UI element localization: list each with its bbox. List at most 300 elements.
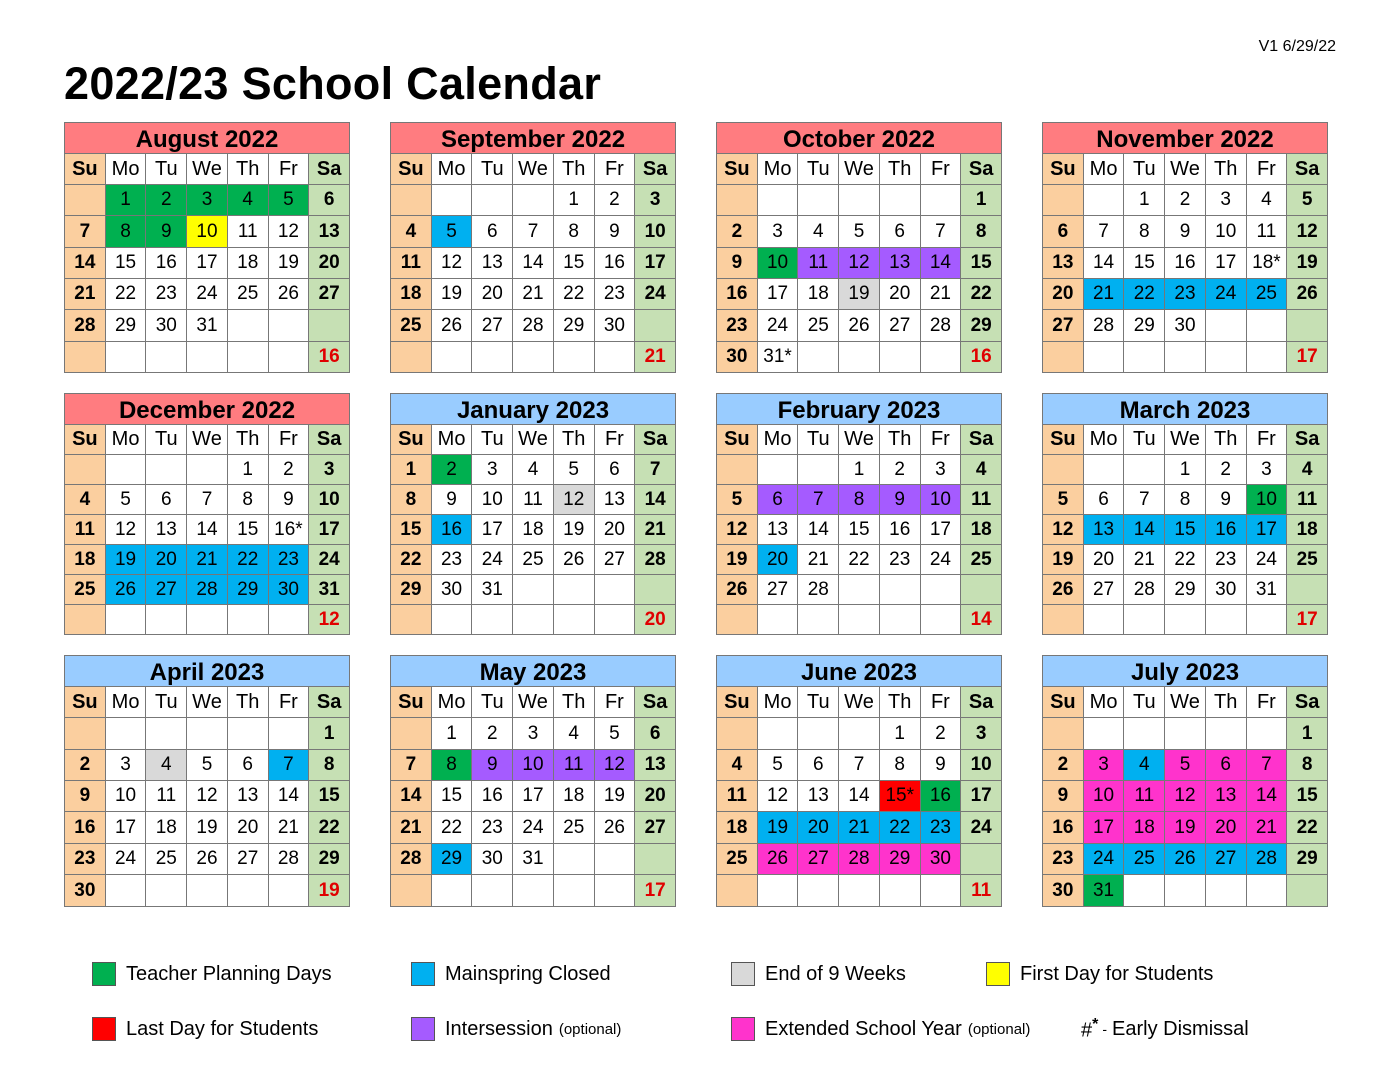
day-cell: 14 (1084, 248, 1125, 279)
day-cell: 10 (1247, 485, 1288, 515)
day-cell: 11 (146, 781, 187, 812)
day-cell: 22 (228, 545, 269, 575)
empty-cell (798, 342, 839, 373)
day-cell: 7 (391, 750, 432, 781)
early-dismissal-star: * (1092, 1015, 1099, 1033)
month-title: November 2022 (1042, 122, 1328, 154)
weekday-header: Mo (106, 687, 147, 718)
day-cell: 18 (228, 248, 269, 279)
day-cell: 1 (1287, 718, 1328, 750)
empty-cell (65, 605, 106, 635)
day-cell: 18 (1287, 515, 1328, 545)
day-cell: 9 (880, 485, 921, 515)
school-days-total: 16 (309, 342, 350, 373)
day-cell: 26 (269, 279, 310, 310)
empty-cell (1247, 718, 1288, 750)
month-calendar (64, 122, 350, 373)
day-cell: 28 (65, 310, 106, 342)
day-cell: 22 (961, 279, 1002, 310)
day-cell: 21 (65, 279, 106, 310)
day-cell: 10 (921, 485, 962, 515)
day-cell: 2 (146, 185, 187, 216)
month-calendar (1042, 122, 1328, 373)
day-cell: 3 (187, 185, 228, 216)
day-cell: 13 (798, 781, 839, 812)
weekday-header: Su (1043, 425, 1084, 455)
day-cell: 8 (1287, 750, 1328, 781)
weekday-header: Fr (269, 425, 310, 455)
day-cell: 10 (513, 750, 554, 781)
weekday-header: Tu (146, 154, 187, 185)
day-cell: 1 (309, 718, 350, 750)
empty-cell (839, 185, 880, 216)
day-cell: 15 (106, 248, 147, 279)
day-cell: 12 (187, 781, 228, 812)
day-cell: 11 (717, 781, 758, 812)
day-cell: 5 (758, 750, 799, 781)
day-cell: 30 (595, 310, 636, 342)
day-cell: 24 (472, 545, 513, 575)
day-cell: 25 (1124, 844, 1165, 875)
day-cell: 17 (1247, 515, 1288, 545)
empty-cell (1124, 718, 1165, 750)
day-cell: 2 (717, 216, 758, 248)
day-cell: 12 (106, 515, 147, 545)
empty-cell (187, 605, 228, 635)
day-cell: 29 (554, 310, 595, 342)
day-cell: 16 (432, 515, 473, 545)
day-cell: 20 (1206, 812, 1247, 844)
weekday-header: Su (391, 687, 432, 718)
empty-cell (1043, 605, 1084, 635)
empty-cell (432, 605, 473, 635)
day-cell: 30 (472, 844, 513, 875)
day-cell: 23 (1043, 844, 1084, 875)
empty-cell (921, 342, 962, 373)
day-cell: 26 (839, 310, 880, 342)
empty-cell (717, 875, 758, 907)
empty-cell (1165, 718, 1206, 750)
day-cell: 31 (1247, 575, 1288, 605)
empty-cell (839, 605, 880, 635)
day-cell: 3 (1084, 750, 1125, 781)
month-day-grid (390, 425, 676, 635)
extended-year-label: Extended School Year (765, 1017, 962, 1040)
day-cell: 19 (595, 781, 636, 812)
day-cell: 14 (1124, 515, 1165, 545)
day-cell: 22 (880, 812, 921, 844)
mainspring-closed-label: Mainspring Closed (445, 962, 611, 985)
empty-cell (513, 185, 554, 216)
day-cell: 21 (1247, 812, 1288, 844)
school-days-total: 20 (635, 605, 676, 635)
day-cell: 16* (269, 515, 310, 545)
month-day-grid (716, 687, 1002, 907)
day-cell: 24 (106, 844, 147, 875)
empty-cell (961, 844, 1002, 875)
day-cell: 23 (1206, 545, 1247, 575)
empty-cell (472, 875, 513, 907)
day-cell: 31 (309, 575, 350, 605)
month-day-grid (64, 687, 350, 907)
weekday-header: Tu (798, 687, 839, 718)
day-cell: 19 (432, 279, 473, 310)
day-cell: 16 (1165, 248, 1206, 279)
day-cell: 13 (1206, 781, 1247, 812)
day-cell: 23 (595, 279, 636, 310)
weekday-header: We (1165, 687, 1206, 718)
day-cell: 10 (961, 750, 1002, 781)
intersession-swatch (411, 1017, 435, 1041)
day-cell: 19 (1043, 545, 1084, 575)
day-cell: 4 (798, 216, 839, 248)
day-cell: 3 (106, 750, 147, 781)
day-cell: 4 (961, 455, 1002, 485)
day-cell: 27 (228, 844, 269, 875)
day-cell: 27 (146, 575, 187, 605)
legend-end-of-9-weeks (731, 960, 906, 988)
empty-cell (1124, 455, 1165, 485)
month-title: March 2023 (1042, 393, 1328, 425)
weekday-header: Mo (432, 687, 473, 718)
day-cell: 27 (798, 844, 839, 875)
empty-cell (432, 875, 473, 907)
month-calendar (1042, 655, 1328, 907)
day-cell: 16 (595, 248, 636, 279)
empty-cell (1084, 342, 1125, 373)
weekday-header: Mo (1084, 687, 1125, 718)
day-cell: 25 (961, 545, 1002, 575)
empty-cell (1124, 342, 1165, 373)
day-cell: 26 (717, 575, 758, 605)
day-cell: 20 (146, 545, 187, 575)
weekday-header: Th (880, 154, 921, 185)
empty-cell (106, 605, 147, 635)
weekday-header: Tu (472, 154, 513, 185)
day-cell: 17 (921, 515, 962, 545)
day-cell: 28 (187, 575, 228, 605)
day-cell: 8 (961, 216, 1002, 248)
day-cell: 12 (269, 216, 310, 248)
weekday-header: Th (1206, 154, 1247, 185)
day-cell: 11 (391, 248, 432, 279)
legend-last-day (92, 1015, 318, 1043)
empty-cell (880, 185, 921, 216)
day-cell: 15 (391, 515, 432, 545)
day-cell: 22 (309, 812, 350, 844)
empty-cell (880, 342, 921, 373)
day-cell: 24 (1084, 844, 1125, 875)
day-cell: 29 (391, 575, 432, 605)
day-cell: 22 (432, 812, 473, 844)
day-cell: 1 (106, 185, 147, 216)
empty-cell (595, 575, 636, 605)
empty-cell (269, 718, 310, 750)
empty-cell (1247, 875, 1288, 907)
day-cell: 7 (187, 485, 228, 515)
day-cell: 29 (961, 310, 1002, 342)
day-cell: 23 (921, 812, 962, 844)
month-calendar (1042, 393, 1328, 635)
day-cell: 19 (554, 515, 595, 545)
day-cell: 4 (1124, 750, 1165, 781)
day-cell: 6 (228, 750, 269, 781)
day-cell: 15 (961, 248, 1002, 279)
day-cell: 14 (269, 781, 310, 812)
empty-cell (228, 875, 269, 907)
day-cell: 1 (554, 185, 595, 216)
day-cell: 3 (758, 216, 799, 248)
day-cell: 26 (554, 545, 595, 575)
month-title: August 2022 (64, 122, 350, 154)
day-cell: 8 (880, 750, 921, 781)
day-cell: 6 (595, 455, 636, 485)
day-cell: 17 (635, 248, 676, 279)
month-day-grid (1042, 687, 1328, 907)
day-cell: 4 (391, 216, 432, 248)
day-cell: 11 (228, 216, 269, 248)
empty-cell (106, 455, 147, 485)
day-cell: 12 (595, 750, 636, 781)
empty-cell (554, 844, 595, 875)
day-cell: 11 (798, 248, 839, 279)
day-cell: 21 (798, 545, 839, 575)
day-cell: 14 (1247, 781, 1288, 812)
day-cell: 16 (1043, 812, 1084, 844)
day-cell: 30 (921, 844, 962, 875)
empty-cell (1165, 875, 1206, 907)
day-cell: 29 (880, 844, 921, 875)
day-cell: 17 (472, 515, 513, 545)
weekday-header: Su (65, 154, 106, 185)
day-cell: 19 (106, 545, 147, 575)
legend-intersession (411, 1015, 621, 1043)
day-cell: 10 (472, 485, 513, 515)
day-cell: 22 (391, 545, 432, 575)
day-cell: 16 (717, 279, 758, 310)
day-cell: 31 (1084, 875, 1125, 907)
empty-cell (187, 455, 228, 485)
day-cell: 28 (1247, 844, 1288, 875)
day-cell: 19 (187, 812, 228, 844)
day-cell: 24 (1206, 279, 1247, 310)
day-cell: 24 (513, 812, 554, 844)
weekday-header: Tu (146, 425, 187, 455)
day-cell: 18 (65, 545, 106, 575)
day-cell: 13 (146, 515, 187, 545)
day-cell: 11 (1124, 781, 1165, 812)
weekday-header: Sa (1287, 154, 1328, 185)
empty-cell (1124, 875, 1165, 907)
day-cell: 16 (921, 781, 962, 812)
day-cell: 17 (961, 781, 1002, 812)
day-cell: 18 (146, 812, 187, 844)
day-cell: 6 (146, 485, 187, 515)
day-cell: 29 (106, 310, 147, 342)
day-cell: 14 (798, 515, 839, 545)
day-cell: 26 (187, 844, 228, 875)
day-cell: 11 (65, 515, 106, 545)
day-cell: 23 (717, 310, 758, 342)
empty-cell (1084, 718, 1125, 750)
day-cell: 25 (146, 844, 187, 875)
weekday-header: We (187, 154, 228, 185)
empty-cell (146, 455, 187, 485)
day-cell: 15* (880, 781, 921, 812)
day-cell: 8 (1124, 216, 1165, 248)
month-day-grid (716, 154, 1002, 373)
day-cell: 5 (106, 485, 147, 515)
day-cell: 20 (472, 279, 513, 310)
day-cell: 25 (1247, 279, 1288, 310)
day-cell: 18 (798, 279, 839, 310)
empty-cell (839, 342, 880, 373)
month-title: June 2023 (716, 655, 1002, 687)
day-cell: 15 (554, 248, 595, 279)
early-dismissal-hash: # (1081, 1019, 1093, 1042)
day-cell: 14 (513, 248, 554, 279)
weekday-header: Su (717, 687, 758, 718)
day-cell: 30 (269, 575, 310, 605)
day-cell: 21 (187, 545, 228, 575)
empty-cell (391, 605, 432, 635)
day-cell: 28 (269, 844, 310, 875)
empty-cell (1043, 342, 1084, 373)
day-cell: 19 (1287, 248, 1328, 279)
day-cell: 9 (717, 248, 758, 279)
day-cell: 9 (65, 781, 106, 812)
day-cell: 4 (228, 185, 269, 216)
weekday-header: Sa (1287, 425, 1328, 455)
day-cell: 2 (65, 750, 106, 781)
empty-cell (269, 310, 310, 342)
day-cell: 23 (65, 844, 106, 875)
legend-teacher-planning (92, 960, 332, 988)
day-cell: 14 (839, 781, 880, 812)
day-cell: 14 (921, 248, 962, 279)
month-calendar (716, 393, 1002, 635)
day-cell: 9 (146, 216, 187, 248)
day-cell: 14 (187, 515, 228, 545)
day-cell: 4 (146, 750, 187, 781)
empty-cell (1287, 310, 1328, 342)
month-title: October 2022 (716, 122, 1002, 154)
day-cell: 26 (1043, 575, 1084, 605)
empty-cell (391, 185, 432, 216)
day-cell: 7 (921, 216, 962, 248)
day-cell: 2 (595, 185, 636, 216)
empty-cell (228, 310, 269, 342)
empty-cell (880, 875, 921, 907)
day-cell: 17 (513, 781, 554, 812)
weekday-header: We (513, 687, 554, 718)
weekday-header: Tu (146, 687, 187, 718)
day-cell: 10 (1206, 216, 1247, 248)
day-cell: 17 (758, 279, 799, 310)
day-cell: 10 (309, 485, 350, 515)
empty-cell (106, 875, 147, 907)
weekday-header: Th (880, 425, 921, 455)
day-cell: 19 (717, 545, 758, 575)
weekday-header: Mo (1084, 425, 1125, 455)
day-cell: 21 (635, 515, 676, 545)
day-cell: 4 (717, 750, 758, 781)
day-cell: 27 (595, 545, 636, 575)
day-cell: 5 (839, 216, 880, 248)
empty-cell (1043, 718, 1084, 750)
empty-cell (758, 718, 799, 750)
empty-cell (1043, 185, 1084, 216)
day-cell: 22 (839, 545, 880, 575)
day-cell: 6 (635, 718, 676, 750)
day-cell: 1 (961, 185, 1002, 216)
school-days-total: 17 (1287, 605, 1328, 635)
day-cell: 24 (961, 812, 1002, 844)
empty-cell (921, 185, 962, 216)
day-cell: 16 (1206, 515, 1247, 545)
day-cell: 5 (595, 718, 636, 750)
day-cell: 11 (1247, 216, 1288, 248)
day-cell: 31* (758, 342, 799, 373)
day-cell: 6 (758, 485, 799, 515)
day-cell: 2 (921, 718, 962, 750)
weekday-header: Sa (309, 154, 350, 185)
day-cell: 26 (595, 812, 636, 844)
day-cell: 1 (880, 718, 921, 750)
weekday-header: Mo (758, 425, 799, 455)
day-cell: 3 (635, 185, 676, 216)
teacher-planning-swatch (92, 962, 116, 986)
empty-cell (106, 342, 147, 373)
day-cell: 3 (1247, 455, 1288, 485)
empty-cell (554, 605, 595, 635)
day-cell: 29 (228, 575, 269, 605)
day-cell: 15 (1165, 515, 1206, 545)
month-title: December 2022 (64, 393, 350, 425)
day-cell: 13 (758, 515, 799, 545)
weekday-header: We (1165, 154, 1206, 185)
day-cell: 25 (798, 310, 839, 342)
empty-cell (921, 875, 962, 907)
day-cell: 28 (1124, 575, 1165, 605)
empty-cell (758, 455, 799, 485)
empty-cell (1247, 310, 1288, 342)
intersession-label: Intersession (445, 1017, 553, 1040)
day-cell: 24 (635, 279, 676, 310)
day-cell: 20 (309, 248, 350, 279)
day-cell: 22 (1287, 812, 1328, 844)
day-cell: 10 (758, 248, 799, 279)
day-cell: 27 (1084, 575, 1125, 605)
school-days-total (1287, 875, 1328, 907)
day-cell: 30 (65, 875, 106, 907)
day-cell: 20 (758, 545, 799, 575)
weekday-header: Mo (758, 154, 799, 185)
day-cell: 7 (839, 750, 880, 781)
day-cell: 17 (309, 515, 350, 545)
weekday-header: Sa (961, 425, 1002, 455)
weekday-header: Tu (472, 425, 513, 455)
day-cell: 13 (309, 216, 350, 248)
empty-cell (228, 718, 269, 750)
empty-cell (65, 718, 106, 750)
empty-cell (1084, 605, 1125, 635)
day-cell: 23 (880, 545, 921, 575)
day-cell: 30 (1206, 575, 1247, 605)
day-cell: 17 (1084, 812, 1125, 844)
day-cell: 5 (187, 750, 228, 781)
month-day-grid (64, 425, 350, 635)
